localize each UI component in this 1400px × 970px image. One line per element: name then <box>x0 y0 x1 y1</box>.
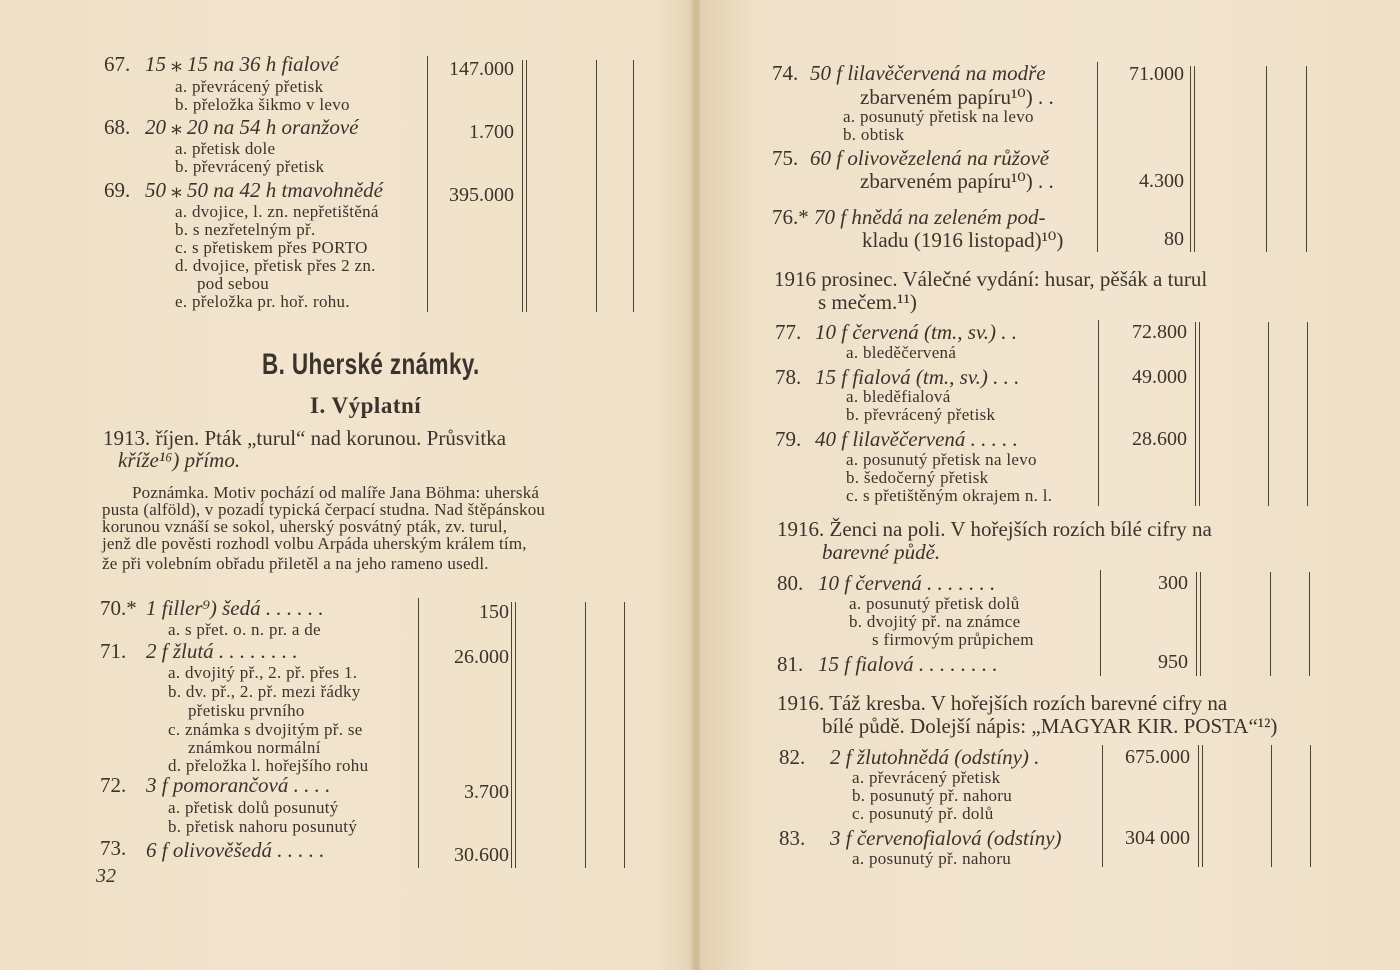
entry-sub: a. posunutý př. nahoru <box>852 849 1012 868</box>
entry-sub: b. dv. př., 2. př. mezi řádky <box>168 682 361 701</box>
section-line: s mečem.¹¹) <box>818 290 917 314</box>
column-rule <box>1200 572 1201 676</box>
column-rule <box>1102 745 1103 867</box>
entry-value: 3.700 <box>464 781 509 803</box>
column-rule <box>1266 66 1267 252</box>
entry-title-cont: kladu (1916 listopad)¹⁰) <box>862 228 1064 252</box>
column-rule <box>1190 66 1191 252</box>
column-rule <box>1100 570 1101 676</box>
right-page <box>700 0 1400 970</box>
column-rule <box>585 602 586 868</box>
column-rule <box>624 602 625 868</box>
entry-title: 1 filler⁹) šedá . . . . . . <box>146 596 324 620</box>
entry-title: 10 f červená . . . . . . . <box>818 571 996 595</box>
column-rule <box>1307 322 1308 506</box>
entry-sub: a. přetisk dolů posunutý <box>168 798 339 817</box>
entry-value: 675.000 <box>1125 746 1190 768</box>
entry-number: 80. <box>777 571 804 595</box>
column-rule <box>633 60 634 312</box>
column-rule <box>418 598 419 868</box>
entry-sub: e. přeložka pr. hoř. rohu. <box>175 292 350 311</box>
entry-title: 3 f červenofialová (odstíny) <box>830 826 1062 850</box>
column-rule <box>1309 572 1310 676</box>
entry-value: 950 <box>1158 651 1188 673</box>
entry-sub: b. přeložka šikmo v levo <box>175 95 350 114</box>
entry-sub: b. šedočerný přetisk <box>846 468 989 487</box>
entry-number: 68. <box>104 115 131 139</box>
note-line: jenž dle pověsti rozhodl volbu Arpáda uherským králem tím, <box>102 534 527 553</box>
column-rule <box>1198 745 1199 867</box>
column-rule <box>427 56 428 312</box>
entry-sub: c. s přetištěným okrajem n. l. <box>846 486 1053 505</box>
entry-sub: d. dvojice, přetisk přes 2 zn. <box>175 256 376 275</box>
column-rule <box>1194 66 1195 252</box>
entry-value: 300 <box>1158 572 1188 594</box>
intro-line: kříže¹⁶) přímo. <box>118 448 241 472</box>
section-line: 1916. Táž kresba. V hořejších rozích barevné cifry na <box>777 691 1228 715</box>
column-rule <box>596 60 597 312</box>
entry-value: 395.000 <box>449 184 514 206</box>
page-number: 32 <box>96 865 116 887</box>
entry-number: 69. <box>104 178 131 202</box>
entry-sub: a. posunutý přetisk na levo <box>843 107 1034 126</box>
column-rule <box>1202 745 1203 867</box>
column-rule <box>1306 66 1307 252</box>
entry-number: 78. <box>775 365 802 389</box>
entry-value: 26.000 <box>454 646 509 668</box>
entry-title: 60 f olivovězelená na růžově <box>810 146 1050 170</box>
entry-value: 28.600 <box>1132 428 1187 450</box>
note-line: že při volebním obřadu přiletěl a na jeho rameno usedl. <box>102 554 489 573</box>
entry-title: 50 ⁎ 50 na 42 h tmavohnědé <box>145 178 383 202</box>
entry-title: 2 f žlutohnědá (odstíny) . <box>830 745 1040 769</box>
entry-sub: s firmovým průpichem <box>872 630 1034 649</box>
entry-value: 304 000 <box>1125 827 1190 849</box>
column-rule <box>1195 322 1196 506</box>
entry-title-cont: zbarveném papíru¹⁰) . . <box>860 85 1054 109</box>
section-heading: B. Uherské známky. <box>262 348 480 381</box>
intro-line: 1913. říjen. Pták „turul“ nad korunou. Průsvitka <box>103 426 507 450</box>
entry-title: 50 f lilavěčervená na modře <box>810 61 1046 85</box>
entry-value: 72.800 <box>1132 321 1187 343</box>
entry-sub: a. převrácený přetisk <box>175 77 324 96</box>
entry-sub: a. posunutý přetisk na levo <box>846 450 1037 469</box>
entry-sub: b. dvojitý př. na známce <box>849 612 1021 631</box>
entry-number: 82. <box>779 745 806 769</box>
entry-number: 77. <box>775 320 802 344</box>
entry-title: 15 ⁎ 15 na 36 h fialové <box>145 52 339 76</box>
entry-number: 83. <box>779 826 806 850</box>
entry-title-cont: zbarveném papíru¹⁰) . . <box>860 169 1054 193</box>
entry-sub: a. převrácený přetisk <box>852 768 1001 787</box>
entry-sub: b. převrácený přetisk <box>846 405 996 424</box>
entry-sub: a. posunutý přetisk dolů <box>849 594 1020 613</box>
entry-sub: a. bleděčervená <box>846 343 957 362</box>
entry-number: 76.* <box>772 205 809 229</box>
entry-sub: a. dvojice, l. zn. nepřetištěná <box>175 202 379 221</box>
entry-sub: d. přeložka l. hořejšího rohu <box>168 756 369 775</box>
entry-number: 79. <box>775 427 802 451</box>
entry-number: 72. <box>100 773 127 797</box>
entry-number: 81. <box>777 652 804 676</box>
entry-sub: přetisku prvního <box>188 701 305 720</box>
entry-sub: b. posunutý př. nahoru <box>852 786 1013 805</box>
entry-value: 147.000 <box>449 58 514 80</box>
note-line: pusta (alföld), v pozadí typická čerpací studna. Nad štěpánskou <box>102 500 546 519</box>
entry-title: 20 ⁎ 20 na 54 h oranžové <box>145 115 359 139</box>
note-line: Poznámka. Motiv pochází od malíře Jana Böhma: uherská <box>132 483 540 502</box>
entry-title: 10 f červená (tm., sv.) . . <box>815 320 1017 344</box>
column-rule <box>511 602 512 868</box>
entry-sub: pod sebou <box>197 274 270 293</box>
entry-number: 74. <box>772 61 799 85</box>
entry-sub: b. přetisk nahoru posunutý <box>168 817 358 836</box>
entry-number: 67. <box>104 52 131 76</box>
entry-number: 75. <box>772 146 799 170</box>
entry-sub: b. obtisk <box>843 125 905 144</box>
entry-sub: b. převrácený přetisk <box>175 157 325 176</box>
column-rule <box>526 60 527 312</box>
entry-title: 6 f olivověšedá . . . . . <box>146 838 325 862</box>
entry-number: 71. <box>100 639 127 663</box>
note-line: korunou vznáší se sokol, uherský posvátný pták, zv. turul, <box>102 517 508 536</box>
entry-title: 70 f hnědá na zeleném pod- <box>814 205 1046 229</box>
entry-sub: a. dvojitý př., 2. př. přes 1. <box>168 663 358 682</box>
entry-sub: a. přetisk dole <box>175 139 276 158</box>
entry-value: 4.300 <box>1139 170 1184 192</box>
column-rule <box>1097 62 1098 252</box>
entry-value: 150 <box>479 601 509 623</box>
entry-value: 1.700 <box>469 121 514 143</box>
section-line: 1916. Ženci na poli. V hořejších rozích bílé cifry na <box>777 517 1212 541</box>
entry-sub: a. bleděfialová <box>846 387 951 406</box>
section-subheading: I. Výplatní <box>310 393 422 418</box>
entry-sub: c. posunutý př. dolů <box>852 804 994 823</box>
section-line: barevné půdě. <box>822 540 941 564</box>
entry-title: 40 f lilavěčervená . . . . . <box>815 427 1018 451</box>
entry-title: 15 f fialová (tm., sv.) . . . <box>815 365 1020 389</box>
entry-sub: c. známka s dvojitým př. se <box>168 720 363 739</box>
entry-title: 15 f fialová . . . . . . . . <box>818 652 998 676</box>
entry-value: 80 <box>1164 228 1184 250</box>
column-rule <box>1271 745 1272 867</box>
entry-title: 2 f žlutá . . . . . . . . <box>146 639 298 663</box>
column-rule <box>1270 572 1271 676</box>
column-rule <box>1199 322 1200 506</box>
column-rule <box>1268 322 1269 506</box>
section-line: bílé půdě. Dolejší nápis: „MAGYAR KIR. POSTA“¹²) <box>822 714 1278 738</box>
section-line: 1916 prosinec. Válečné vydání: husar, pěšák a turul <box>774 267 1208 291</box>
entry-sub: známkou normální <box>188 738 321 757</box>
entry-sub: b. s nezřetelným př. <box>175 220 316 239</box>
entry-value: 30.600 <box>454 844 509 866</box>
column-rule <box>1098 320 1099 506</box>
entry-sub: a. s přet. o. n. pr. a de <box>168 620 321 639</box>
column-rule <box>522 60 523 312</box>
entry-sub: c. s přetiskem přes PORTO <box>175 238 368 257</box>
entry-number: 73. <box>100 836 127 860</box>
column-rule <box>515 602 516 868</box>
entry-number: 70.* <box>100 596 137 620</box>
column-rule <box>1196 572 1197 676</box>
entry-title: 3 f pomorančová . . . . <box>146 773 331 797</box>
entry-value: 71.000 <box>1129 63 1184 85</box>
entry-value: 49.000 <box>1132 366 1187 388</box>
column-rule <box>1310 745 1311 867</box>
